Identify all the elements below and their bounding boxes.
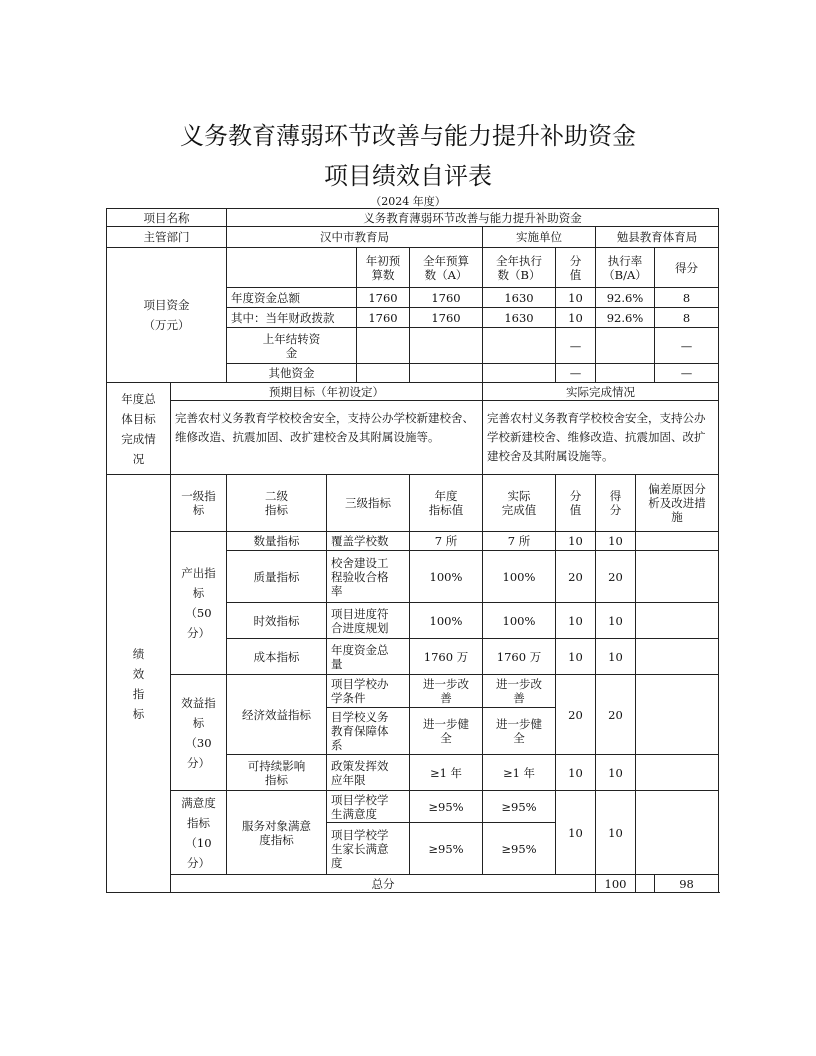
benefit-l1: 效益指 标 （30 分）	[171, 675, 227, 791]
satisfaction-l3: 项目学校学 生满意度	[327, 791, 410, 823]
funds-row-label: 其中：当年财政拨款	[227, 308, 357, 328]
output-l1: 产出指 标 （50 分）	[171, 532, 227, 675]
goals-expected-header: 预期目标（年初设定）	[171, 383, 483, 401]
sustain-reason	[636, 755, 719, 791]
funds-exec	[483, 364, 556, 383]
funds-exec	[483, 328, 556, 364]
output-actual: 7 所	[483, 532, 556, 551]
benefit-actual: 进一步健 全	[483, 708, 556, 755]
sustain-score: 10	[556, 755, 596, 791]
total-score: 100	[596, 875, 636, 893]
total-label: 总分	[171, 875, 596, 893]
funds-annual: 1760	[410, 308, 483, 328]
funds-header-score: 分 值	[556, 248, 596, 288]
funds-rate	[596, 364, 655, 383]
output-actual: 1760 万	[483, 639, 556, 675]
benefit-l3: 项目学校办 学条件	[327, 675, 410, 708]
funds-header-initial: 年初预 算数	[357, 248, 410, 288]
funds-got: —	[655, 328, 719, 364]
output-target: 1760 万	[410, 639, 483, 675]
satisfaction-l2: 服务对象满意 度指标	[227, 791, 327, 875]
funds-header-blank	[227, 248, 357, 288]
sustain-actual: ≥1 年	[483, 755, 556, 791]
project-name-value: 义务教育薄弱环节改善与能力提升补助资金	[227, 209, 719, 227]
output-target: 100%	[410, 603, 483, 639]
funds-initial: 1760	[357, 308, 410, 328]
funds-row-label: 其他资金	[227, 364, 357, 383]
ind-header-l1: 一级指 标	[171, 475, 227, 532]
project-name-label: 项目名称	[107, 209, 227, 227]
output-actual: 100%	[483, 603, 556, 639]
benefit-econ-reason	[636, 675, 719, 755]
output-reason	[636, 639, 719, 675]
output-reason	[636, 551, 719, 603]
funds-header-annual: 全年预算 数（A）	[410, 248, 483, 288]
output-l3: 校舍建设工 程验收合格 率	[327, 551, 410, 603]
ind-header-target: 年度 指标值	[410, 475, 483, 532]
funds-exec: 1630	[483, 288, 556, 308]
funds-annual	[410, 328, 483, 364]
funds-score: —	[556, 364, 596, 383]
goals-actual-text: 完善农村义务教育学校校舍安全，支持公办学校新建校舍、维修改造、抗震加固、改扩建校舍及其附属设施等。	[483, 401, 719, 475]
funds-header-rate: 执行率 （B/A）	[596, 248, 655, 288]
output-actual: 100%	[483, 551, 556, 603]
funds-header-got: 得分	[655, 248, 719, 288]
sustain-target: ≥1 年	[410, 755, 483, 791]
benefit-target: 进一步改 善	[410, 675, 483, 708]
document-subtitle: 项目绩效自评表	[324, 162, 492, 190]
sustain-l3: 政策发挥效 应年限	[327, 755, 410, 791]
satisfaction-got: 10	[596, 791, 636, 875]
funds-initial: 1760	[357, 288, 410, 308]
satisfaction-l1: 满意度 指标 （10 分）	[171, 791, 227, 875]
funds-score: 10	[556, 288, 596, 308]
benefit-target: 进一步健 全	[410, 708, 483, 755]
output-reason	[636, 532, 719, 551]
output-score: 10	[556, 639, 596, 675]
output-score: 10	[556, 603, 596, 639]
ind-header-l2: 二级 指标	[227, 475, 327, 532]
benefit-econ-got: 20	[596, 675, 636, 755]
output-l2: 时效指标	[227, 603, 327, 639]
benefit-actual: 进一步改 善	[483, 675, 556, 708]
output-l3: 覆盖学校数	[327, 532, 410, 551]
benefit-l3: 目学校义务 教育保障体 系	[327, 708, 410, 755]
funds-score: 10	[556, 308, 596, 328]
goals-expected-text: 完善农村义务教育学校校舍安全，支持公办学校新建校舍、维修改造、抗震加固、改扩建校舍及其附属设施等。	[171, 401, 483, 475]
satisfaction-score: 10	[556, 791, 596, 875]
output-reason	[636, 603, 719, 639]
ind-header-got: 得 分	[596, 475, 636, 532]
funds-score: —	[556, 328, 596, 364]
satisfaction-target: ≥95%	[410, 791, 483, 823]
output-got: 10	[596, 639, 636, 675]
funds-got: 8	[655, 308, 719, 328]
total-got: 98	[655, 875, 719, 893]
funds-got: —	[655, 364, 719, 383]
benefit-econ-l2: 经济效益指标	[227, 675, 327, 755]
performance-table	[106, 208, 719, 893]
goals-label: 年度总 体目标 完成情 况	[107, 383, 171, 475]
funds-header-exec: 全年执行 数（B）	[483, 248, 556, 288]
sustain-l2: 可持续影响 指标	[227, 755, 327, 791]
goals-actual-header: 实际完成情况	[483, 383, 719, 401]
output-score: 20	[556, 551, 596, 603]
impl-label: 实施单位	[483, 227, 596, 248]
funds-row-label: 年度资金总额	[227, 288, 357, 308]
output-got: 10	[596, 603, 636, 639]
funds-rate: 92.6%	[596, 308, 655, 328]
output-got: 10	[596, 532, 636, 551]
total-blank	[636, 875, 655, 893]
sustain-got: 10	[596, 755, 636, 791]
funds-label: 项目资金 （万元）	[107, 248, 227, 383]
benefit-econ-score: 20	[556, 675, 596, 755]
dept-value: 汉中市教育局	[227, 227, 483, 248]
funds-annual: 1760	[410, 288, 483, 308]
funds-row-label: 上年结转资 金	[227, 328, 357, 364]
indicators-label: 绩 效 指 标	[107, 475, 171, 893]
output-target: 7 所	[410, 532, 483, 551]
impl-value: 勉县教育体育局	[596, 227, 719, 248]
funds-got: 8	[655, 288, 719, 308]
output-got: 20	[596, 551, 636, 603]
ind-header-actual: 实际 完成值	[483, 475, 556, 532]
output-l2: 数量指标	[227, 532, 327, 551]
output-l2: 成本指标	[227, 639, 327, 675]
satisfaction-actual: ≥95%	[483, 791, 556, 823]
satisfaction-reason	[636, 791, 719, 875]
dept-label: 主管部门	[107, 227, 227, 248]
output-l2: 质量指标	[227, 551, 327, 603]
ind-header-l3: 三级指标	[327, 475, 410, 532]
funds-rate	[596, 328, 655, 364]
satisfaction-l3: 项目学校学 生家长满意 度	[327, 823, 410, 875]
output-target: 100%	[410, 551, 483, 603]
satisfaction-actual: ≥95%	[483, 823, 556, 875]
funds-initial	[357, 364, 410, 383]
ind-header-score: 分 值	[556, 475, 596, 532]
funds-annual	[410, 364, 483, 383]
output-l3: 项目进度符 合进度规划	[327, 603, 410, 639]
funds-initial	[357, 328, 410, 364]
output-score: 10	[556, 532, 596, 551]
ind-header-reason: 偏差原因分 析及改进措 施	[636, 475, 719, 532]
output-l3: 年度资金总 量	[327, 639, 410, 675]
document-title: 义务教育薄弱环节改善与能力提升补助资金	[180, 122, 636, 150]
funds-exec: 1630	[483, 308, 556, 328]
year-label: （2024 年度）	[370, 195, 446, 208]
satisfaction-target: ≥95%	[410, 823, 483, 875]
funds-rate: 92.6%	[596, 288, 655, 308]
